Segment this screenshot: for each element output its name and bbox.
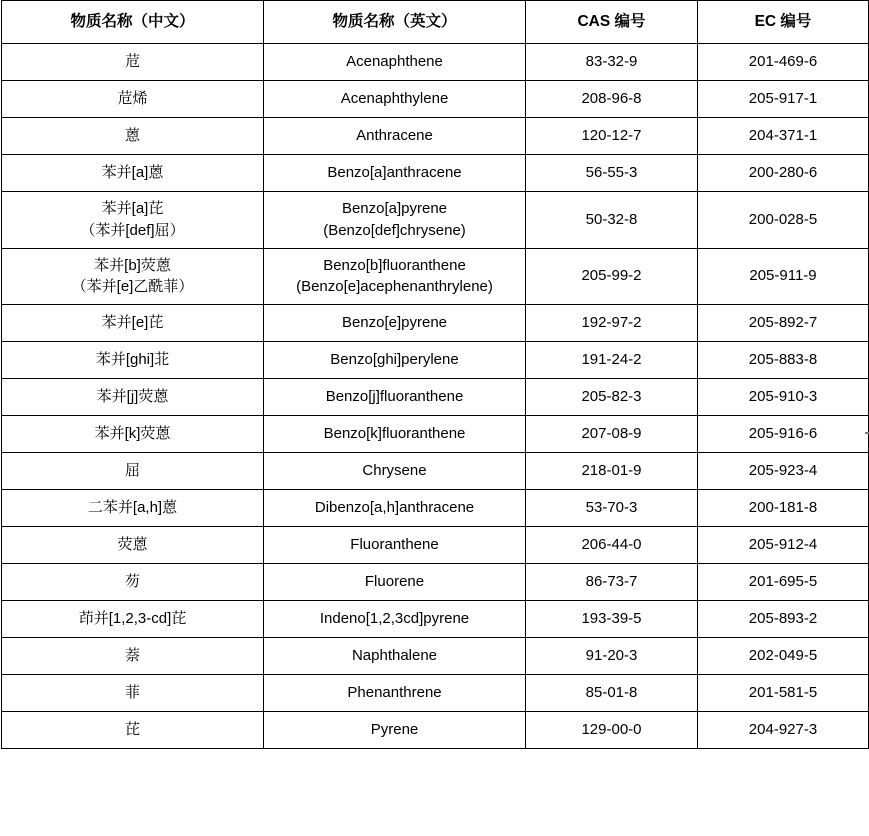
cell-name-zh xyxy=(2,527,264,564)
cell-line: 苊烯 xyxy=(117,90,148,108)
cell-line: 二苯并[a,h]蒽 xyxy=(87,499,178,517)
table-row xyxy=(2,490,869,527)
table-header-row xyxy=(2,1,869,44)
cell-name-en xyxy=(264,192,526,249)
cell-ec: 200-028-5 xyxy=(698,192,869,249)
cell-name-zh xyxy=(2,564,264,601)
cell-line: Naphthalene xyxy=(351,647,438,665)
table-row xyxy=(2,379,869,416)
cell-name-en xyxy=(264,601,526,638)
cell-ec: 205-892-7 xyxy=(698,305,869,342)
cell-name-zh xyxy=(2,638,264,675)
cell-line: Benzo[e]pyrene xyxy=(341,314,448,332)
cell-name-zh xyxy=(2,379,264,416)
cell-ec: 205-883-8 xyxy=(698,342,869,379)
table-header xyxy=(2,1,869,44)
cell-cas: 91-20-3 xyxy=(526,638,698,675)
cell-line: Indeno[1,2,3cd]pyrene xyxy=(319,610,470,628)
cell-name-zh xyxy=(2,712,264,749)
cell-line: 苊 xyxy=(124,53,140,71)
cell-cas: 205-99-2 xyxy=(526,248,698,305)
cell-line: 荧蒽 xyxy=(117,536,148,554)
cell-line: 苯并[k]荧蒽 xyxy=(94,425,171,443)
cell-name-zh xyxy=(2,490,264,527)
cell-ec: 205-917-1 xyxy=(698,81,869,118)
cell-cas: 53-70-3 xyxy=(526,490,698,527)
cell-name-en xyxy=(264,638,526,675)
cell-cas: 193-39-5 xyxy=(526,601,698,638)
cell-name-en xyxy=(264,416,526,453)
column-header-name-en: 物质名称（英文） xyxy=(264,1,526,44)
table-row xyxy=(2,675,869,712)
table-body xyxy=(2,44,869,749)
cell-cas: 207-08-9 xyxy=(526,416,698,453)
cell-name-en xyxy=(264,379,526,416)
table-row xyxy=(2,44,869,81)
cell-name-en xyxy=(264,527,526,564)
cell-line: Fluoranthene xyxy=(350,536,439,554)
cell-ec: 200-280-6 xyxy=(698,155,869,192)
cell-name-zh xyxy=(2,342,264,379)
cell-ec: 202-049-5 xyxy=(698,638,869,675)
cell-name-zh xyxy=(2,453,264,490)
table-row xyxy=(2,305,869,342)
cell-name-zh xyxy=(2,155,264,192)
cell-line: Benzo[a]pyrene xyxy=(341,200,448,217)
cell-cas: 206-44-0 xyxy=(526,527,698,564)
cell-name-en xyxy=(264,490,526,527)
cell-ec: 205-911-9 xyxy=(698,248,869,305)
cell-name-en xyxy=(264,118,526,155)
cell-cas: 120-12-7 xyxy=(526,118,698,155)
cell-line: 苯并[a]蒽 xyxy=(101,164,164,182)
cell-ec: 204-927-3 xyxy=(698,712,869,749)
table-row xyxy=(2,155,869,192)
cell-line: 屈 xyxy=(124,462,140,480)
cell-line: 茚并[1,2,3-cd]芘 xyxy=(78,610,187,628)
table-row xyxy=(2,81,869,118)
cell-line: （苯并[def]屈） xyxy=(80,221,185,239)
table-row xyxy=(2,564,869,601)
table-row xyxy=(2,453,869,490)
cell-line: 苯并[ghi]苝 xyxy=(95,351,170,369)
cell-ec: 200-181-8 xyxy=(698,490,869,527)
cell-line: Acenaphthene xyxy=(346,53,443,71)
cell-name-zh xyxy=(2,248,264,305)
table-row xyxy=(2,342,869,379)
cell-line: (Benzo[e]acephenanthrylene) xyxy=(296,278,493,296)
cell-cas: 50-32-8 xyxy=(526,192,698,249)
cell-line: 萘 xyxy=(124,647,140,665)
cell-line: Benzo[j]fluoranthene xyxy=(325,388,464,406)
cell-name-zh xyxy=(2,44,264,81)
cell-cas: 208-96-8 xyxy=(526,81,698,118)
column-header-cas: CAS 编号 xyxy=(526,1,698,44)
cell-name-en xyxy=(264,564,526,601)
cell-name-en xyxy=(264,248,526,305)
cell-line: Pyrene xyxy=(370,721,419,739)
table-row xyxy=(2,527,869,564)
cell-name-en xyxy=(264,675,526,712)
cell-ec: 205-910-3 xyxy=(698,379,869,416)
cell-cas: 56-55-3 xyxy=(526,155,698,192)
cell-name-zh xyxy=(2,118,264,155)
cell-name-en xyxy=(264,342,526,379)
table-row xyxy=(2,118,869,155)
cell-cas: 86-73-7 xyxy=(526,564,698,601)
cell-line: Dibenzo[a,h]anthracene xyxy=(314,499,475,517)
cell-line: Anthracene xyxy=(356,127,433,145)
cell-cas: 191-24-2 xyxy=(526,342,698,379)
cell-cas: 83-32-9 xyxy=(526,44,698,81)
cell-name-en xyxy=(264,305,526,342)
cell-line: 苯并[e]芘 xyxy=(101,314,164,332)
page-edge-mark xyxy=(865,432,869,434)
cell-line: Benzo[a]anthracene xyxy=(327,164,462,182)
cell-name-en xyxy=(264,155,526,192)
cell-name-zh xyxy=(2,675,264,712)
cell-ec: 205-923-4 xyxy=(698,453,869,490)
cell-line: 芴 xyxy=(124,573,140,591)
cell-name-zh xyxy=(2,601,264,638)
cell-line: Benzo[ghi]perylene xyxy=(330,351,459,369)
substance-table xyxy=(1,0,869,749)
cell-line: 芘 xyxy=(124,721,140,739)
cell-cas: 85-01-8 xyxy=(526,675,698,712)
cell-line: Phenanthrene xyxy=(347,684,442,702)
cell-cas: 218-01-9 xyxy=(526,453,698,490)
cell-line: Acenaphthylene xyxy=(340,90,449,108)
column-header-ec: EC 编号 xyxy=(698,1,869,44)
cell-line: 菲 xyxy=(124,684,140,702)
cell-line: 苯并[j]荧蒽 xyxy=(96,388,169,406)
cell-name-en xyxy=(264,453,526,490)
table-row xyxy=(2,601,869,638)
cell-name-en xyxy=(264,44,526,81)
cell-ec: 205-916-6 xyxy=(698,416,869,453)
cell-ec: 201-581-5 xyxy=(698,675,869,712)
cell-name-zh xyxy=(2,416,264,453)
cell-cas: 129-00-0 xyxy=(526,712,698,749)
cell-line: 蒽 xyxy=(124,127,140,145)
cell-name-zh xyxy=(2,305,264,342)
cell-name-en xyxy=(264,712,526,749)
cell-line: (Benzo[def]chrysene) xyxy=(323,221,466,239)
cell-name-zh xyxy=(2,192,264,249)
cell-ec: 205-893-2 xyxy=(698,601,869,638)
cell-name-en xyxy=(264,81,526,118)
table-row xyxy=(2,638,869,675)
table-row xyxy=(2,248,869,305)
column-header-name-zh: 物质名称（中文） xyxy=(2,1,264,44)
cell-line: 苯并[b]荧蒽 xyxy=(94,256,171,274)
cell-cas: 192-97-2 xyxy=(526,305,698,342)
cell-name-zh xyxy=(2,81,264,118)
cell-ec: 201-695-5 xyxy=(698,564,869,601)
cell-line: Benzo[b]fluoranthene xyxy=(323,256,466,274)
table-row xyxy=(2,192,869,249)
cell-line: 苯并[a]芘 xyxy=(101,200,164,217)
table-row xyxy=(2,416,869,453)
cell-line: Fluorene xyxy=(364,573,425,591)
cell-line: Chrysene xyxy=(362,462,427,480)
cell-ec: 205-912-4 xyxy=(698,527,869,564)
cell-ec: 201-469-6 xyxy=(698,44,869,81)
cell-ec: 204-371-1 xyxy=(698,118,869,155)
cell-cas: 205-82-3 xyxy=(526,379,698,416)
cell-line: （苯并[e]乙酰菲） xyxy=(71,278,194,296)
cell-line: Benzo[k]fluoranthene xyxy=(323,425,466,443)
table-row xyxy=(2,712,869,749)
